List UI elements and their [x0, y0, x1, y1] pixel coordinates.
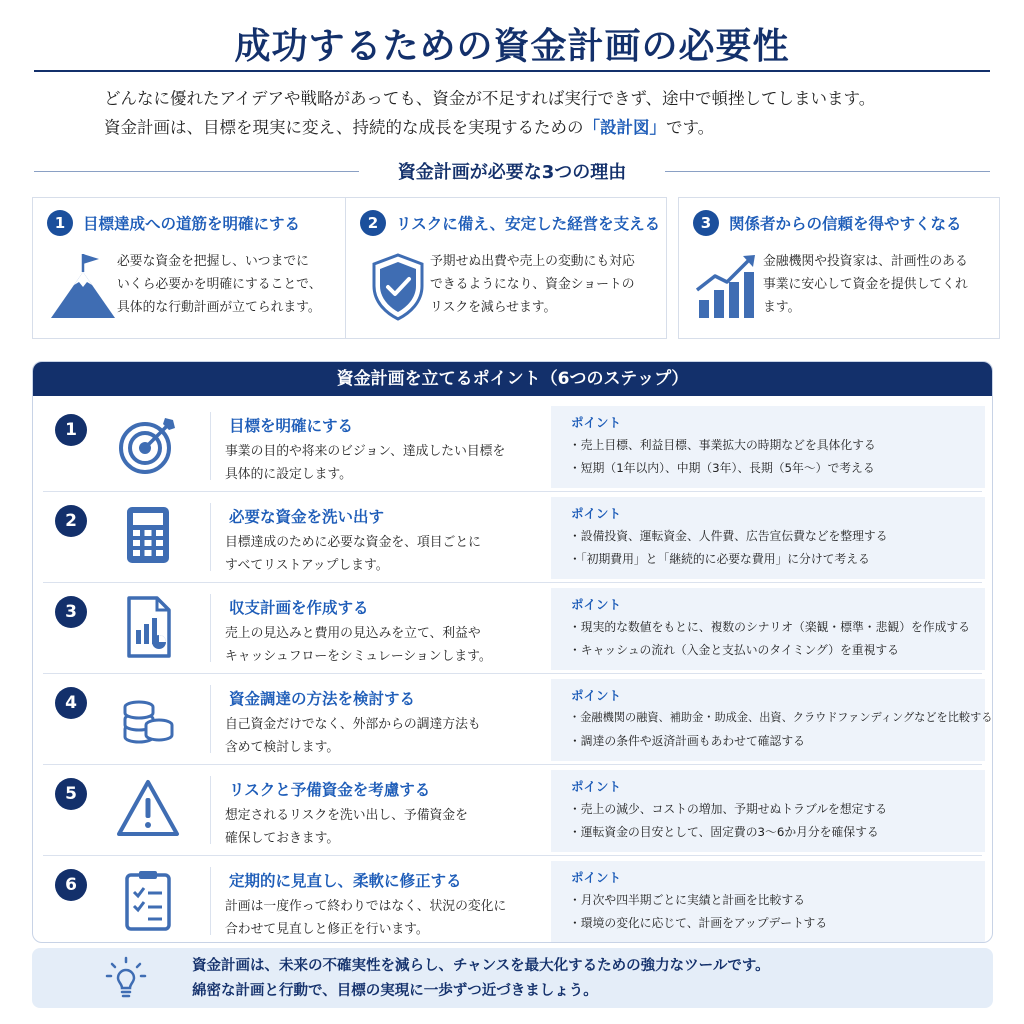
reason-card-3 [678, 197, 1000, 339]
coins-icon [115, 685, 181, 751]
point-item: ・環境の変化に応じて、計画をアップデートする [569, 916, 828, 930]
step-line: キャッシュフローをシミュレーションします。 [225, 649, 492, 664]
step-point-box [551, 497, 985, 579]
step-row-5 [33, 766, 992, 856]
point-label: ポイント [571, 506, 622, 521]
step-body [225, 713, 555, 759]
reason-line: 金融機関や投資家は、計画性のある [763, 254, 968, 269]
step-separator [43, 491, 982, 492]
intro-line-2 [104, 113, 984, 142]
reason-card-2 [345, 197, 667, 339]
lightbulb-icon [104, 956, 148, 1000]
step-title: 定期的に見直し、柔軟に修正する [229, 872, 462, 890]
report-chart-icon [115, 594, 181, 660]
point-item: ・短期（1年以内）、中期（3年）、長期（5年〜）で考える [569, 461, 875, 475]
step-number: 5 [55, 778, 87, 810]
reason-number: 3 [693, 210, 719, 236]
intro-line-2-post: です。 [666, 118, 715, 137]
step-line: 合わせて見直しと修正を行います。 [225, 922, 429, 937]
reason-line: リスクを減らせます。 [430, 300, 557, 315]
point-label: ポイント [571, 688, 622, 703]
checklist-icon [115, 867, 181, 933]
reason-line: 必要な資金を把握し、いつまでに [117, 254, 309, 269]
reason-line: いくら必要かを明確にすることで、 [117, 277, 322, 292]
reasons-heading [34, 158, 990, 184]
summary-footer [32, 948, 993, 1008]
reason-line: 予期せぬ出費や売上の変動にも対応 [430, 254, 635, 269]
warning-icon [115, 776, 181, 842]
step-title: 資金調達の方法を検討する [229, 690, 416, 708]
step-line: 想定されるリスクを洗い出し、予備資金を [225, 808, 468, 823]
point-item: ・運転資金の目安として、固定費の3〜6か月分を確保する [569, 825, 879, 839]
intro-text [104, 84, 984, 142]
title-divider [34, 70, 990, 72]
intro-highlight: 「設計図」 [583, 118, 666, 137]
step-number: 2 [55, 505, 87, 537]
page-title: 成功するための資金計画の必要性 [234, 26, 790, 67]
step-line: 具体的に設定します。 [225, 467, 352, 482]
step-body [225, 895, 555, 941]
shield-check-icon [360, 252, 436, 322]
reason-body [117, 250, 349, 319]
step-line: 確保しておきます。 [225, 831, 340, 846]
step-line: 自己資金だけでなく、外部からの調達方法も [225, 717, 481, 732]
step-separator [43, 582, 982, 583]
summary-text [192, 954, 770, 1004]
step-row-2 [33, 493, 992, 583]
reason-card-1 [32, 197, 354, 339]
step-point-box [551, 861, 985, 943]
reason-title: 関係者からの信頼を得やすくなる [729, 215, 962, 233]
heading-rule-right [665, 171, 990, 172]
reason-line: できるようになり、資金ショートの [430, 277, 635, 292]
point-item: ・「初期費用」と「継続的に必要な費用」に分けて考える [569, 552, 870, 566]
point-label: ポイント [571, 415, 622, 430]
step-number: 1 [55, 414, 87, 446]
reason-line: ます。 [763, 300, 801, 315]
point-item: ・金融機関の融資、補助金・助成金、出資、クラウドファンディングなどを比較する [569, 711, 993, 724]
point-label: ポイント [571, 597, 622, 612]
step-line: 売上の見込みと費用の見込みを立て、利益や [225, 626, 481, 641]
reasons-heading-text: 資金計画が必要な3つの理由 [397, 162, 627, 183]
step-line: 計画は一度作って終わりではなく、状況の変化に [225, 899, 507, 914]
reason-line: 事業に安心して資金を提供してくれ [763, 277, 968, 292]
step-row-1 [33, 402, 992, 492]
step-divider [210, 412, 211, 480]
step-point-box [551, 679, 993, 761]
steps-heading: 資金計画を立てるポイント（6つのステップ） [33, 362, 992, 396]
summary-line-2: 綿密な計画と行動で、目標の実現に一歩ずつ近づきましょう。 [192, 983, 598, 999]
step-separator [43, 764, 982, 765]
step-line: 含めて検討します。 [225, 740, 340, 755]
step-number: 4 [55, 687, 87, 719]
point-item: ・売上の減少、コストの増加、予期せぬトラブルを想定する [569, 802, 888, 816]
step-body [225, 531, 555, 577]
step-body [225, 622, 555, 668]
reason-title: リスクに備え、安定した経営を支える [396, 215, 661, 233]
steps-panel [32, 361, 993, 943]
target-icon [115, 412, 181, 478]
step-row-6 [33, 857, 992, 943]
reason-number: 1 [47, 210, 73, 236]
point-item: ・売上目標、利益目標、事業拡大の時期などを具体化する [569, 438, 876, 452]
step-separator [43, 673, 982, 674]
step-divider [210, 867, 211, 935]
point-label: ポイント [571, 779, 622, 794]
step-point-box [551, 588, 985, 670]
step-title: リスクと予備資金を考慮する [229, 781, 431, 799]
point-item: ・キャッシュの流れ（入金と支払いのタイミング）を重視する [569, 643, 899, 657]
step-title: 収支計画を作成する [229, 599, 369, 617]
step-line: 目標達成のために必要な資金を、項目ごとに [225, 535, 481, 550]
step-number: 3 [55, 596, 87, 628]
step-title: 必要な資金を洗い出す [229, 508, 385, 526]
step-separator [43, 855, 982, 856]
step-divider [210, 776, 211, 844]
point-label: ポイント [571, 870, 622, 885]
reason-line: 具体的な行動計画が立てられます。 [117, 300, 321, 315]
summary-line-1: 資金計画は、未来の不確実性を減らし、チャンスを最大化するための強力なツールです。 [192, 958, 770, 974]
reason-body [763, 250, 995, 319]
step-title: 目標を明確にする [229, 417, 354, 435]
step-row-3 [33, 584, 992, 674]
intro-line-2-pre: 資金計画は、目標を現実に変え、持続的な成長を実現するための [104, 118, 584, 137]
step-number: 6 [55, 869, 87, 901]
step-point-box [551, 770, 985, 852]
reason-number: 2 [360, 210, 386, 236]
reason-title: 目標達成への道筋を明確にする [83, 215, 301, 233]
step-divider [210, 594, 211, 662]
step-divider [210, 685, 211, 753]
reason-body [430, 250, 662, 319]
calculator-icon [115, 503, 181, 569]
step-body [225, 804, 555, 850]
mountain-flag-icon [47, 252, 123, 322]
growth-chart-icon [693, 252, 769, 322]
step-point-box [551, 406, 985, 488]
intro-line-1: どんなに優れたアイデアや戦略があっても、資金が不足すれば実行できず、途中で頓挫してしまいます。 [104, 89, 876, 108]
step-divider [210, 503, 211, 571]
step-body [225, 440, 555, 486]
step-line: すべてリストアップします。 [225, 558, 389, 573]
point-item: ・月次や四半期ごとに実績と計画を比較する [569, 893, 805, 907]
step-row-4 [33, 675, 992, 765]
point-item: ・調達の条件や返済計画もあわせて確認する [569, 734, 805, 748]
point-item: ・設備投資、運転資金、人件費、広告宣伝費などを整理する [569, 529, 888, 543]
step-line: 事業の目的や将来のビジョン、達成したい目標を [225, 444, 506, 459]
point-item: ・現実的な数値をもとに、複数のシナリオ（楽観・標準・悲観）を作成する [569, 620, 970, 634]
